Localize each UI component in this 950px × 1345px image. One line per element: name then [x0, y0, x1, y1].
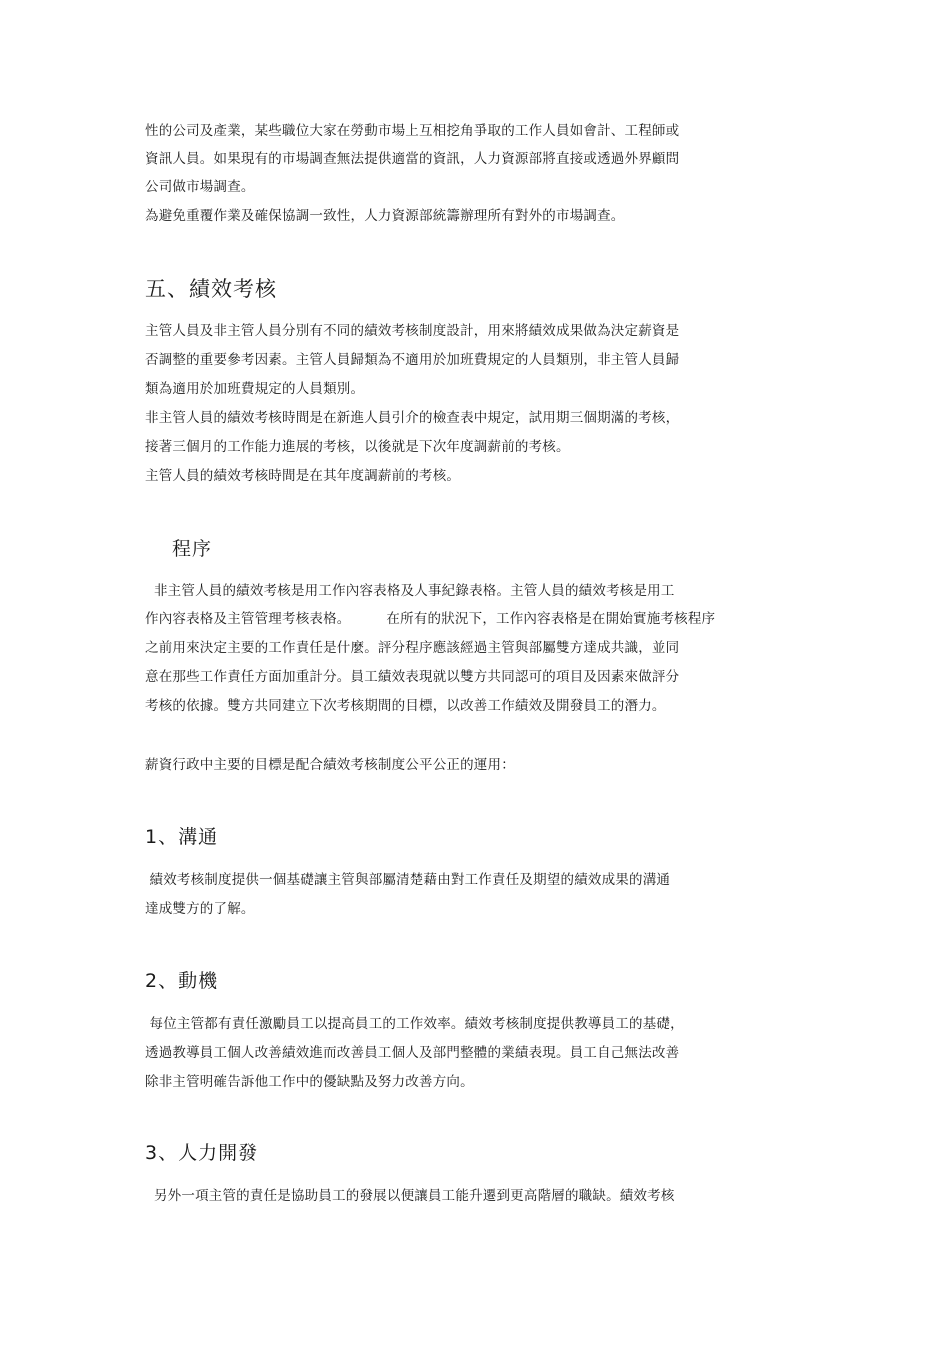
paragraph-line: 達成雙方的了解。 — [145, 901, 255, 917]
paragraph-line: 為避免重覆作業及確保協調一致性，人力資源部統籌辦理所有對外的市場調查。 — [145, 208, 625, 224]
paragraph-line: 意在那些工作責任方面加重計分。員工績效表現就以雙方共同認可的項目及因素來做評分 — [145, 669, 680, 685]
paragraph-line: 公司做市場調查。 — [145, 179, 255, 195]
paragraph-line: 之前用來決定主要的工作責任是什麼。評分程序應該經過主管與部屬雙方達成共識，並同 — [145, 640, 680, 656]
item-heading: 1、溝通 — [145, 826, 219, 848]
paragraph-line: 透過教導員工個人改善績效進而改善員工個人及部門整體的業績表現。員工自己無法改善 — [145, 1045, 680, 1061]
paragraph-line: 接著三個月的工作能力進展的考核，以後就是下次年度調薪前的考核。 — [145, 439, 570, 455]
item-heading: 2、動機 — [145, 970, 219, 992]
subsection-heading: 程序 — [172, 538, 213, 560]
paragraph-line: 考核的依據。雙方共同建立下次考核期間的目標，以改善工作績效及開發員工的潛力。 — [145, 698, 666, 714]
paragraph-line: 否調整的重要參考因素。主管人員歸類為不適用於加班費規定的人員類別，非主管人員歸 — [145, 352, 680, 368]
paragraph-line: 作內容表格及主管管理考核表格。 在所有的狀況下，工作內容表格是在開始實施考核程序 — [145, 611, 716, 627]
paragraph-line: 資訊人員。如果現有的市場調查無法提供適當的資訊，人力資源部將直接或透過外界顧問 — [145, 151, 680, 167]
paragraph-line: 性的公司及產業，某些職位大家在勞動市場上互相挖角爭取的工作人員如會計、工程師或 — [145, 123, 680, 139]
item-heading: 3、人力開發 — [145, 1142, 259, 1164]
section-heading: 五、績效考核 — [145, 277, 277, 301]
paragraph-line: 薪資行政中主要的目標是配合績效考核制度公平公正的運用： — [145, 757, 515, 773]
paragraph-line: 非主管人員的績效考核是用工作內容表格及人事紀錄表格。主管人員的績效考核是用工 — [145, 583, 675, 599]
paragraph-line: 另外一項主管的責任是協助員工的發展以便讓員工能升遷到更高階層的職缺。績效考核 — [145, 1188, 675, 1204]
paragraph-line: 除非主管明確告訴他工作中的優缺點及努力改善方向。 — [145, 1074, 474, 1090]
paragraph-line: 績效考核制度提供一個基礎讓主管與部屬清楚藉由對工作責任及期望的績效成果的溝通 — [145, 872, 671, 888]
paragraph-line: 每位主管都有責任激勵員工以提高員工的工作效率。績效考核制度提供教導員工的基礎， — [145, 1016, 684, 1032]
paragraph-line: 主管人員及非主管人員分別有不同的績效考核制度設計，用來將績效成果做為決定薪資是 — [145, 323, 680, 339]
paragraph-line: 非主管人員的績效考核時間是在新進人員引介的檢查表中規定，試用期三個期滿的考核， — [145, 410, 680, 426]
paragraph-line: 類為適用於加班費規定的人員類別。 — [145, 381, 365, 397]
paragraph-line: 主管人員的績效考核時間是在其年度調薪前的考核。 — [145, 468, 461, 484]
